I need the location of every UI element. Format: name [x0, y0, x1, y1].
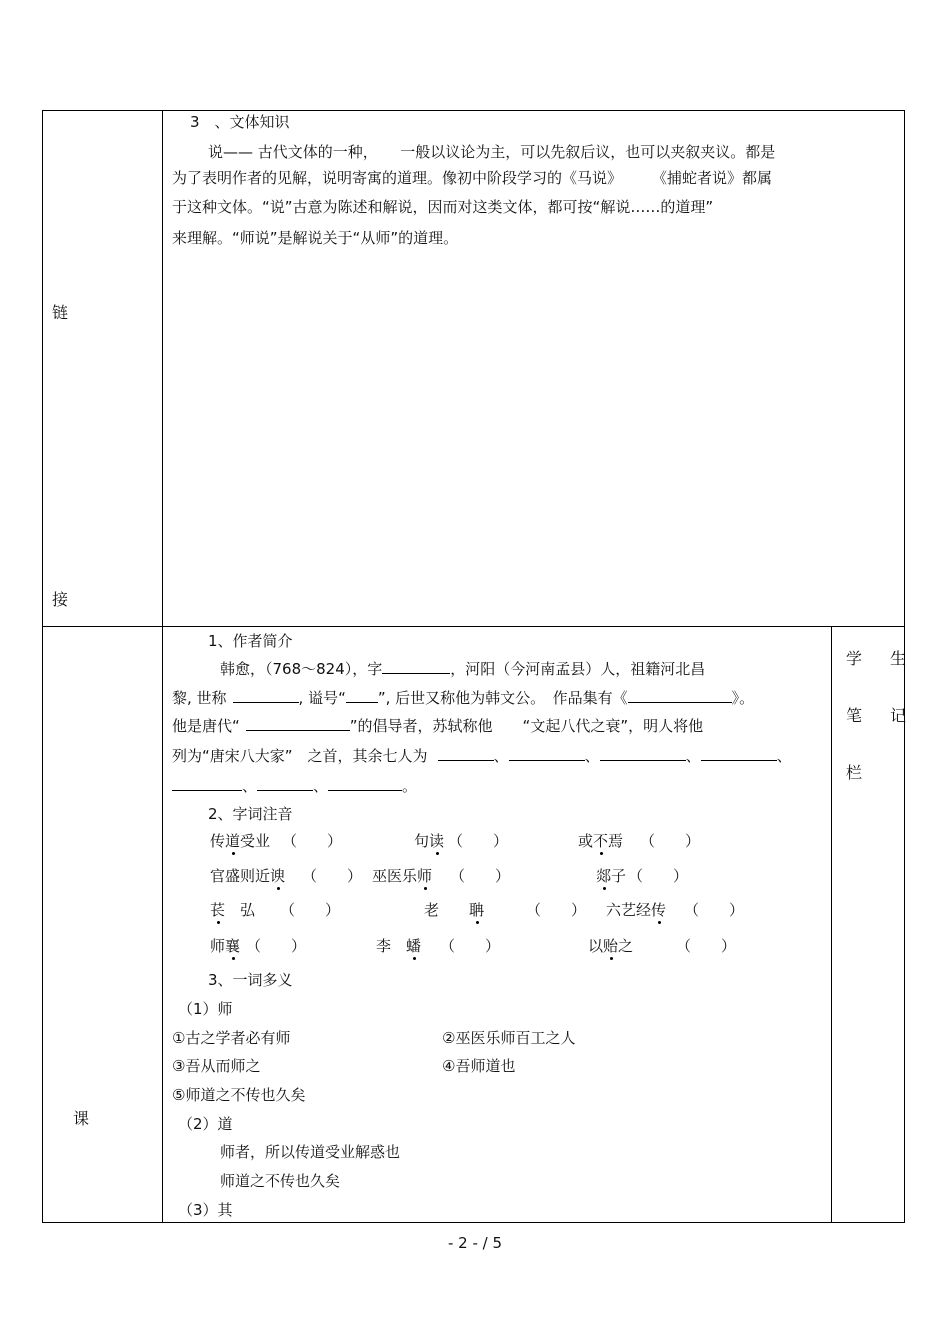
genre-text-line-4: 来理解。“师说”是解说关于“从师”的道理。 — [172, 229, 459, 247]
author-heading: 1、作者简介 — [208, 632, 293, 650]
author-text: ，河阳（今河南孟县）人，祖籍河北昌 — [450, 660, 706, 678]
page-number: - 2 - / 5 — [447, 1234, 503, 1252]
polysemy-heading: 3、一词多义 — [208, 971, 293, 989]
phonetic-word: 巫医乐师 — [372, 867, 433, 885]
table-left-border — [42, 110, 43, 1223]
dao-item-1: 师者，所以传道受业解惑也 — [220, 1143, 401, 1161]
phonetic-word: 苌 弘 — [210, 901, 256, 919]
phonetic-word: 以贻之 — [588, 937, 634, 955]
writer-blank-7[interactable] — [328, 776, 402, 791]
author-line-2 — [172, 688, 754, 708]
genre-text-line-2: 为了表明作者的见解，说明寄寓的道理。像初中阶段学习的《马说》 《捕蛇者说》都属 — [172, 169, 773, 187]
writer-blank-2[interactable] — [509, 746, 585, 761]
shi-item-4: ④吾师道也 — [442, 1057, 516, 1075]
writer-blank-6[interactable] — [257, 776, 313, 791]
phonetic-word: 句读 — [414, 832, 445, 850]
notes-column-divider — [831, 626, 832, 1223]
phonetic-paren[interactable]: （ ） — [526, 901, 587, 919]
writer-blank-1[interactable] — [438, 746, 494, 761]
qi-heading: （3）其 — [178, 1201, 233, 1219]
writer-blank-5[interactable] — [172, 776, 242, 791]
author-text: 黎, 世称 — [172, 689, 227, 707]
author-text: 》。 — [731, 689, 755, 707]
phonetic-paren[interactable]: （ ） — [440, 937, 501, 955]
phonetic-word: 郯子 — [596, 867, 627, 885]
table-bottom-border — [42, 1222, 905, 1223]
phonetic-paren[interactable]: （ ） — [280, 901, 341, 919]
shi-item-5: ⑤师道之不传也久矣 — [172, 1086, 306, 1104]
author-text: 列为“唐宋八大家” 之首，其余七人为 — [172, 747, 428, 765]
separator: 、 — [685, 747, 701, 765]
notes-label-3: 栏 — [846, 763, 863, 782]
separator: 、 — [242, 777, 258, 795]
works-blank[interactable] — [628, 688, 732, 703]
author-line-3 — [172, 716, 703, 736]
side-label-link: 链 — [52, 303, 69, 322]
separator: 、 — [776, 747, 792, 765]
shi-item-2: ②巫医乐师百工之人 — [442, 1029, 576, 1047]
author-line-4 — [172, 746, 792, 766]
phonetic-word: 传道受业 — [210, 832, 271, 850]
side-label-connect: 接 — [52, 590, 69, 609]
shi-heading: （1）师 — [178, 1000, 233, 1018]
phonetic-paren[interactable]: （ ） — [676, 937, 737, 955]
phonetic-word: 师襄 — [210, 937, 241, 955]
separator: 、 — [493, 747, 509, 765]
phonetic-paren[interactable]: （ ） — [448, 832, 509, 850]
separator: 、 — [584, 747, 600, 765]
phonetic-word: 老 聃 — [424, 901, 485, 919]
shi-item-1: ①古之学者必有师 — [172, 1029, 291, 1047]
phonetic-paren[interactable]: （ ） — [640, 832, 701, 850]
notes-label-1: 学 生 — [846, 649, 913, 668]
title-blank[interactable] — [233, 688, 299, 703]
table-top-border — [42, 110, 905, 111]
phonetic-word: 或不焉 — [578, 832, 624, 850]
writer-blank-3[interactable] — [600, 746, 686, 761]
courtesy-name-blank[interactable] — [382, 659, 450, 674]
author-text: 他是唐代“ — [172, 717, 240, 735]
genre-text-line-3: 于这种文体。“说”古意为陈述和解说，因而对这类文体，都可按“解说……的道理” — [172, 198, 714, 216]
posthumous-name-blank[interactable] — [346, 688, 378, 703]
phonetic-paren[interactable]: （ ） — [282, 832, 343, 850]
section-heading-genre: 3 、文体知识 — [190, 113, 290, 131]
label-column-divider — [162, 110, 163, 1223]
phonetic-word: 李 蟠 — [376, 937, 422, 955]
author-line-1 — [220, 659, 705, 679]
phonetic-paren[interactable]: （ ） — [628, 867, 689, 885]
phonetic-paren[interactable]: （ ） — [450, 867, 511, 885]
row-divider — [42, 626, 905, 627]
shi-item-3: ③吾从而师之 — [172, 1057, 261, 1075]
phonetic-heading: 2、字词注音 — [208, 805, 293, 823]
author-line-5 — [172, 776, 417, 796]
author-text: ”的倡导者，苏轼称他 “文起八代之衰”，明人将他 — [349, 717, 704, 735]
author-text: 韩愈，（768～824），字 — [220, 660, 383, 678]
dao-item-2: 师道之不传也久矣 — [220, 1172, 341, 1190]
phonetic-word: 官盛则近谀 — [210, 867, 286, 885]
movement-blank[interactable] — [246, 716, 350, 731]
phonetic-paren[interactable]: （ ） — [684, 901, 745, 919]
phonetic-word: 六艺经传 — [606, 901, 667, 919]
dao-heading: （2）道 — [178, 1115, 233, 1133]
phonetic-paren[interactable]: （ ） — [302, 867, 363, 885]
period: 。 — [402, 777, 418, 795]
phonetic-paren[interactable]: （ ） — [246, 937, 307, 955]
genre-text-line-1: 说—— 古代文体的一种， 一般以议论为主，可以先叙后议，也可以夹叙夹议。都是 — [208, 143, 776, 161]
side-label-lesson: 课 — [73, 1109, 90, 1128]
notes-label-2: 笔 记 — [846, 706, 913, 725]
separator: 、 — [313, 777, 329, 795]
author-text: ”, 后世又称他为韩文公。 作品集有《 — [377, 689, 628, 707]
author-text: , 谥号“ — [298, 689, 346, 707]
writer-blank-4[interactable] — [701, 746, 777, 761]
